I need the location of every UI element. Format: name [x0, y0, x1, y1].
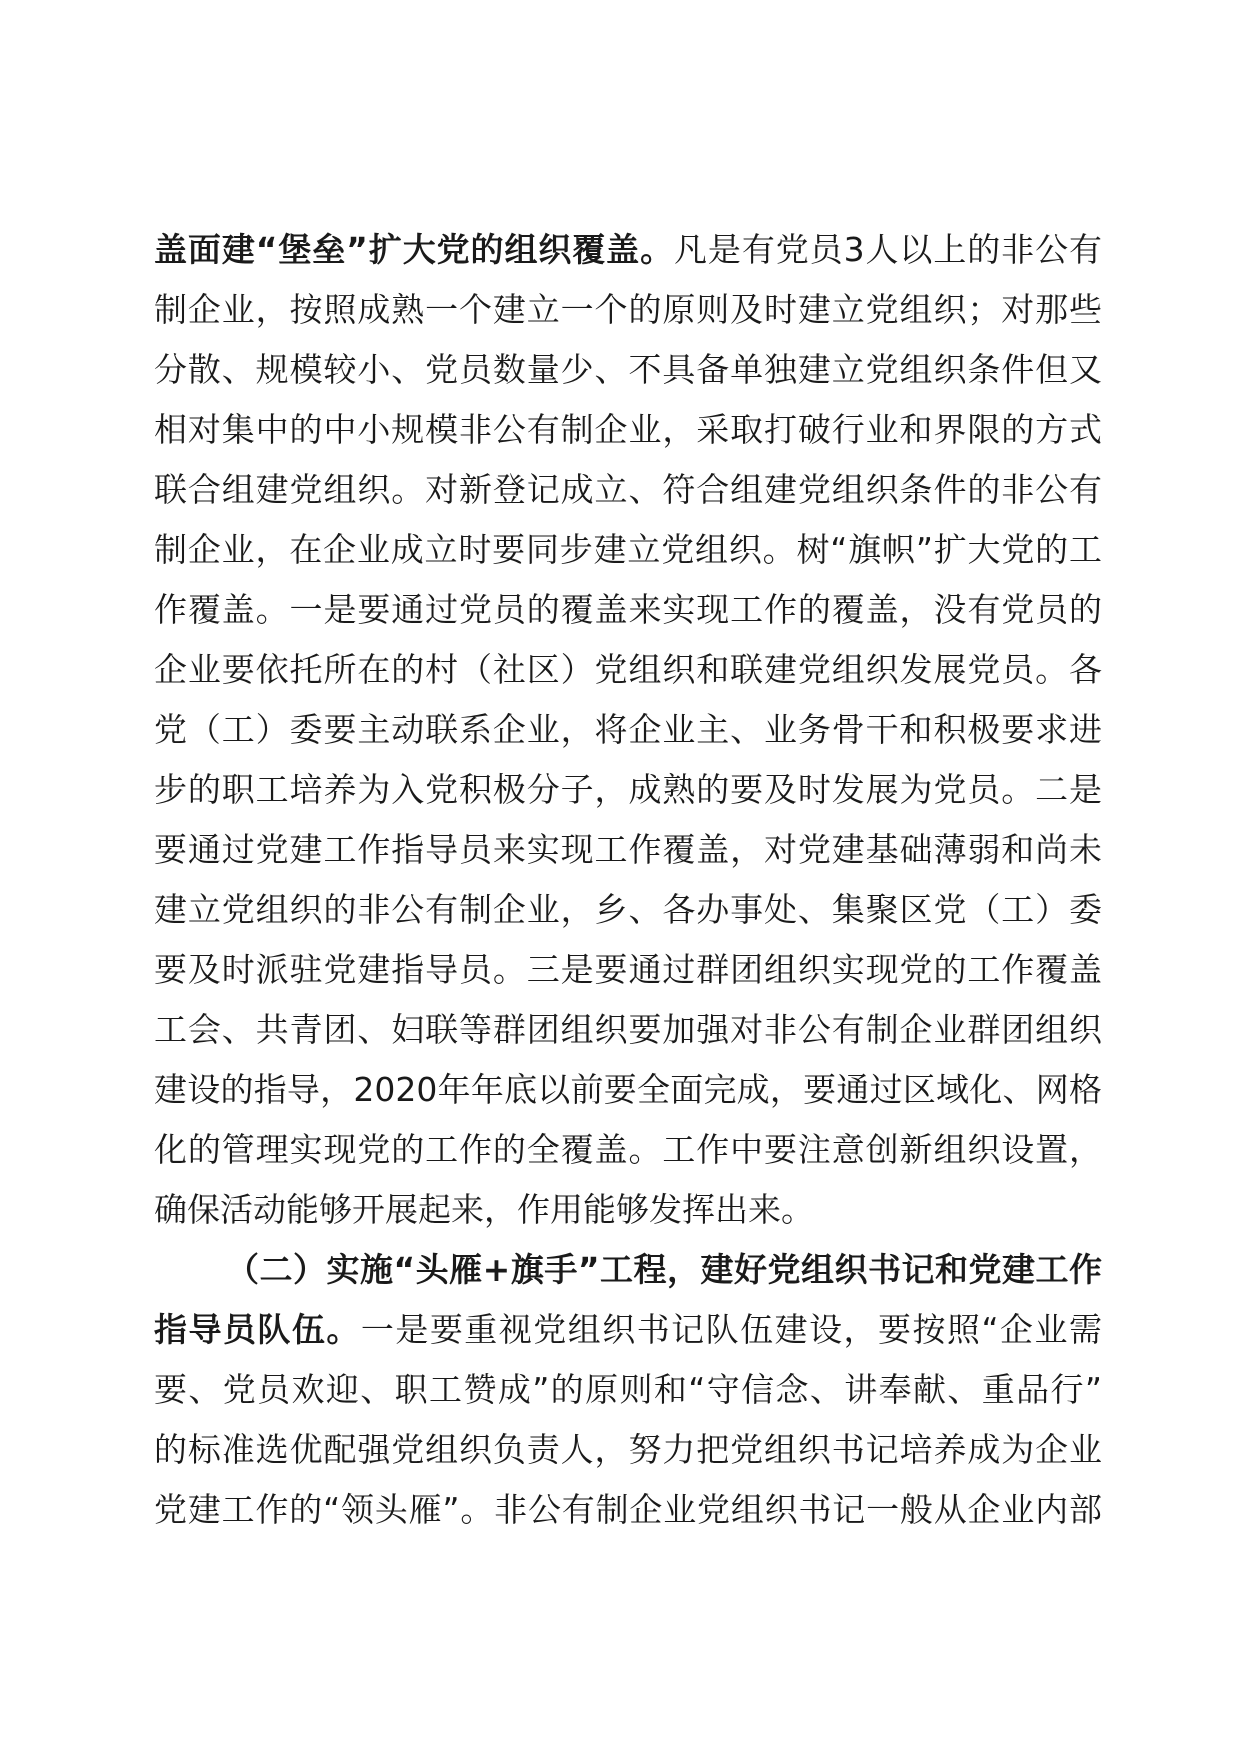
section-heading: （二）实施“头雁+旗手”工程，建好党组织书记和党建工作 — [226, 1250, 1102, 1289]
paragraph-line — [154, 1000, 1102, 1060]
line-text: 步的职工培养为入党积极分子，成熟的要及时发展为党员。二是 — [154, 770, 1102, 809]
paragraph-line — [154, 700, 1102, 760]
line-text: 凡是有党员3人以上的非公有 — [674, 230, 1102, 269]
line-text: 联合组建党组织。对新登记成立、符合组建党组织条件的非公有 — [154, 470, 1102, 509]
line-text: 分散、规模较小、党员数量少、不具备单独建立党组织条件但又 — [154, 350, 1102, 389]
paragraph-line — [154, 1420, 1102, 1480]
line-text: 相对集中的中小规模非公有制企业，采取打破行业和界限的方式 — [154, 410, 1102, 449]
line-text: 工会、共青团、妇联等群团组织要加强对非公有制企业群团组织 — [154, 1010, 1102, 1049]
line-text: 化的管理实现党的工作的全覆盖。工作中要注意创新组织设置， — [154, 1130, 1102, 1169]
line-text: 要及时派驻党建指导员。三是要通过群团组织实现党的工作覆盖 — [154, 950, 1102, 989]
paragraph-line — [154, 820, 1102, 880]
paragraph-line — [154, 1300, 1102, 1360]
paragraph-line — [154, 1480, 1102, 1540]
line-text: 制企业，在企业成立时要同步建立党组织。树“旗帜”扩大党的工 — [154, 530, 1102, 569]
line-text: 建设的指导，2020年年底以前要全面完成，要通过区域化、网格 — [154, 1070, 1102, 1109]
line-text: 一是要重视党组织书记队伍建设，要按照“企业需 — [360, 1310, 1102, 1349]
section-heading-continued: 指导员队伍。 — [154, 1310, 361, 1349]
paragraph-line — [154, 640, 1102, 700]
paragraph-line — [154, 400, 1102, 460]
line-text: 要、党员欢迎、职工赞成”的原则和“守信念、讲奉献、重品行” — [154, 1370, 1102, 1409]
paragraph-line-last — [154, 1180, 1102, 1240]
paragraph-line — [154, 880, 1102, 940]
document-page — [154, 220, 1102, 1540]
paragraph-line — [154, 460, 1102, 520]
bold-heading: 盖面建“堡垒”扩大党的组织覆盖。 — [154, 230, 675, 269]
line-text: 确保活动能够开展起来，作用能够发挥出来。 — [154, 1190, 814, 1229]
line-text: 的标准选优配强党组织负责人，努力把党组织书记培养成为企业 — [154, 1430, 1102, 1469]
line-text: 企业要依托所在的村（社区）党组织和联建党组织发展党员。各 — [154, 650, 1102, 689]
paragraph-coverage — [154, 220, 1102, 1240]
section-heading-line — [154, 1240, 1102, 1300]
paragraph-line — [154, 580, 1102, 640]
paragraph-line — [154, 1360, 1102, 1420]
line-text: 党（工）委要主动联系企业，将企业主、业务骨干和积极要求进 — [154, 710, 1102, 749]
paragraph-line — [154, 340, 1102, 400]
line-text: 作覆盖。一是要通过党员的覆盖来实现工作的覆盖，没有党员的 — [154, 590, 1102, 629]
paragraph-section-two — [154, 1240, 1102, 1540]
paragraph-line — [154, 220, 1102, 280]
line-text: 党建工作的“领头雁”。非公有制企业党组织书记一般从企业内部 — [154, 1490, 1102, 1529]
paragraph-line — [154, 760, 1102, 820]
line-text: 制企业，按照成熟一个建立一个的原则及时建立党组织；对那些 — [154, 290, 1102, 329]
line-text: 建立党组织的非公有制企业，乡、各办事处、集聚区党（工）委 — [154, 890, 1102, 929]
paragraph-line — [154, 1060, 1102, 1120]
paragraph-line — [154, 940, 1102, 1000]
paragraph-line — [154, 520, 1102, 580]
paragraph-line — [154, 1120, 1102, 1180]
line-text: 要通过党建工作指导员来实现工作覆盖，对党建基础薄弱和尚未 — [154, 830, 1102, 869]
paragraph-line — [154, 280, 1102, 340]
